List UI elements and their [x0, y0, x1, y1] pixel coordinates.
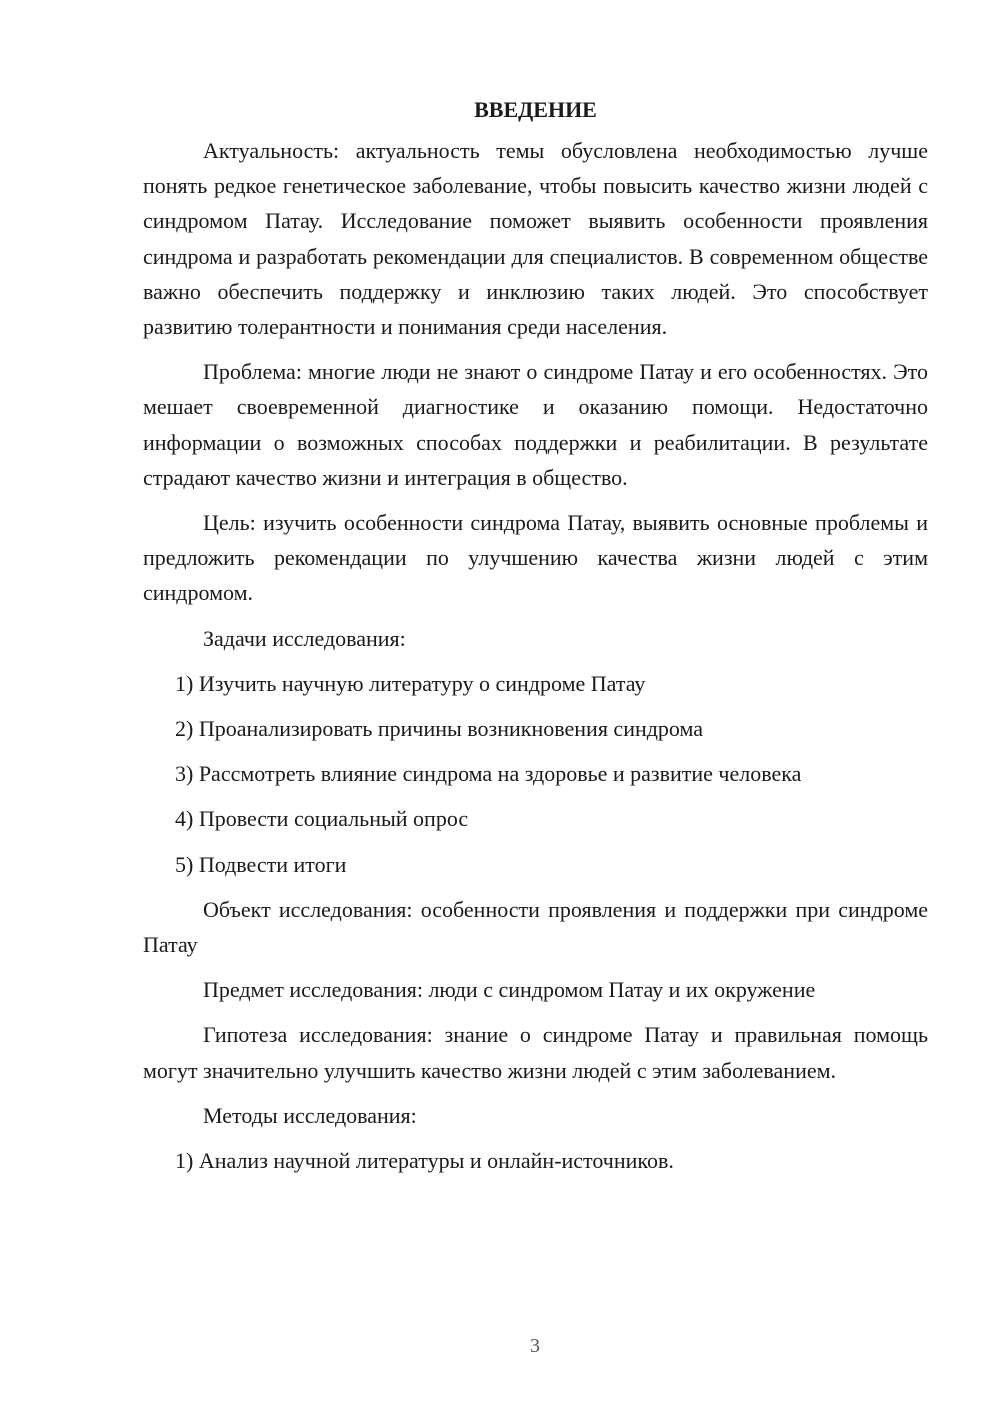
task-item-2: 2) Проанализировать причины возникновения синдрома — [175, 716, 704, 742]
paragraph-relevance: Актуальность: актуальность темы обусловлена необходимостью лучше понять редкое генетическое заболевание, чтобы повысить качество жизни людей с синдромом Патау. Исследование поможет выявить особенности проявления синдрома и разработать рекомендации для специалистов. В современном обществе важно обеспечить поддержку и инклюзию таких людей. Это способствует развитию толерантности и понимания среди населения. — [143, 138, 928, 340]
task-item-5: 5) Подвести итоги — [175, 851, 347, 877]
method-item-1: 1) Анализ научной литературы и онлайн-источников. — [175, 1148, 674, 1174]
paragraph-hypothesis: Гипотеза исследования: знание о синдроме Патау и правильная помощь могут значительно улучшить качество жизни людей с этим заболеванием. — [143, 1022, 928, 1083]
page-number: 3 — [530, 1335, 540, 1357]
task-item-4: 4) Провести социальный опрос — [175, 806, 469, 832]
page-content — [143, 92, 928, 1188]
paragraph-goal: Цель: изучить особенности синдрома Патау, выявить основные проблемы и предложить рекомендации по улучшению качества жизни людей с этим синдромом. — [143, 510, 928, 606]
tasks-heading: Задачи исследования: — [203, 625, 406, 651]
section-title: ВВЕДЕНИЕ — [474, 97, 597, 122]
paragraph-problem: Проблема: многие люди не знают о синдроме Патау и его особенностях. Это мешает своевременной диагностике и оказанию помощи. Недостаточно информации о возможных способах поддержки и реабилитации. В результате страдают качество жизни и интеграция в общество. — [143, 359, 928, 490]
methods-heading: Методы исследования: — [203, 1102, 417, 1128]
task-item-3: 3) Рассмотреть влияние синдрома на здоровье и развитие человека — [175, 761, 802, 787]
task-item-1: 1) Изучить научную литературу о синдроме Патау — [175, 670, 646, 696]
paragraph-subject: Предмет исследования: люди с синдромом Патау и их окружение — [203, 977, 816, 1003]
paragraph-object: Объект исследования: особенности проявления и поддержки при синдроме Патау — [143, 896, 928, 958]
